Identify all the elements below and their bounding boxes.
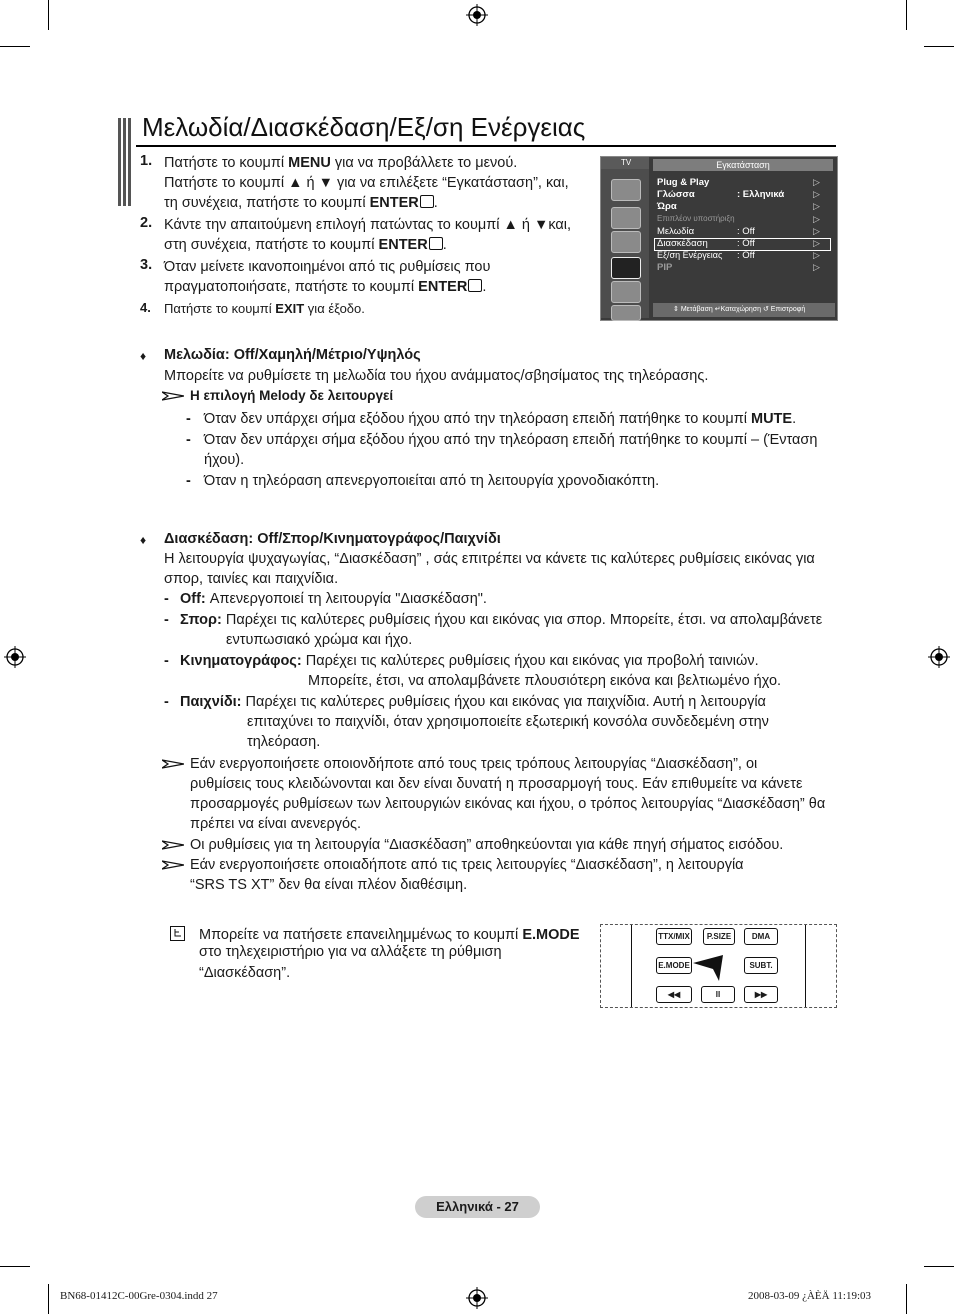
p-size-button: P.SIZE	[703, 928, 735, 945]
right-arrow-icon: ▷	[813, 201, 820, 211]
tv-menu-item: Plug & Play	[657, 177, 710, 188]
right-arrow-icon: ▷	[813, 177, 820, 187]
step-1-line-2: Πατήστε το κουμπί ▲ ή ▼ για να επιλέξετε “Εγκατάσταση”, και,	[164, 175, 569, 191]
pointer-arrow-icon	[693, 953, 729, 983]
registration-mark-icon	[466, 4, 488, 26]
sound-icon	[611, 207, 641, 229]
note-srs-2: “SRS TS XT” δεν θα είναι πλέον διαθέσιμη.	[190, 877, 468, 893]
step-number: 1.	[140, 153, 153, 169]
crop-mark	[906, 0, 907, 30]
crop-mark	[924, 1266, 954, 1267]
right-arrow-icon: ▷	[813, 226, 820, 236]
remote-edge	[805, 925, 806, 1007]
return-icon: ↺	[762, 306, 769, 313]
fast-forward-button: ▶▶	[744, 986, 778, 1003]
enter-icon	[420, 195, 434, 208]
crop-mark	[906, 1284, 907, 1314]
melody-condition-volume: Όταν δεν υπάρχει σήμα εξόδου ήχου από την τηλεόραση επειδή πατήθηκε το κουμπί – (Ένταση	[204, 432, 818, 448]
right-arrow-icon: ▷	[813, 238, 820, 248]
setup-gear-icon	[611, 257, 641, 279]
remote-edge	[631, 925, 632, 1007]
entertainment-desc-2: σπορ, ταινίες και παιχνίδια.	[164, 571, 339, 587]
tv-menu-item: Ώρα	[657, 201, 677, 212]
move-icon: ⇕	[673, 306, 679, 313]
step-1-line-1: Πατήστε το κουμπί MENU για να προβάλλετε το μενού.	[164, 155, 518, 171]
tv-menu-item: Εξ/ση Ενέργειας	[657, 250, 723, 260]
footer-timestamp: 2008-03-09 ¿ÀÈÄ 11:19:03	[748, 1290, 872, 1302]
dash-bullet: -	[164, 653, 169, 669]
note-arrow-icon	[162, 860, 184, 870]
step-number: 3.	[140, 257, 153, 273]
tv-menu-item: Γλώσσα	[657, 189, 695, 200]
crop-mark	[0, 1266, 30, 1267]
crop-mark	[0, 46, 30, 47]
tv-menu-tab: TV	[601, 157, 649, 169]
crop-mark	[48, 0, 49, 30]
tv-menu-item: Επιπλέον υποστήριξη	[657, 214, 735, 223]
step-3-line-2: πραγματοποιήσατε, πατήστε το κουμπί ENTER .	[164, 279, 487, 295]
note-arrow-icon	[162, 840, 184, 850]
registration-mark-icon	[4, 646, 26, 668]
right-arrow-icon: ▷	[813, 250, 820, 260]
note-arrow-icon	[162, 391, 184, 401]
option-cinema: Κινηματογράφος: Παρέχει τις καλύτερες ρυθμίσεις ήχου και εικόνας για προβολή ταινιών.	[180, 653, 759, 669]
tip-line-2: στο τηλεχειριστήριο για να αλλάξετε τη ρύθμιση	[199, 944, 502, 960]
dash-bullet: -	[186, 473, 191, 489]
tip-line-1: Μπορείτε να πατήσετε επανειλημμένως το κουμπί E.MODE	[199, 927, 580, 943]
registration-mark-icon	[928, 646, 950, 668]
note-lock-3: προσαρμογές ρυθμίσεων των λειτουργιών εικόνας και ήχου, ο τρόπος λειτουργίας “Διασκέδαση” θα	[190, 796, 826, 812]
tv-menu-sidebar	[601, 169, 649, 318]
enter-icon: ↵	[714, 306, 721, 313]
step-2-line-1: Κάντε την απαιτούμενη επιλογή πατώντας το κουμπί ▲ ή ▼και,	[164, 217, 572, 233]
note-srs-1: Εάν ενεργοποιήσετε οποιαδήποτε από τις τρεις λειτουργίες “Διασκέδαση”, η λειτουργία	[190, 857, 744, 873]
enter-icon	[429, 237, 443, 250]
tv-menu-value: : Off	[737, 250, 755, 261]
melody-description: Μπορείτε να ρυθμίσετε τη μελωδία του ήχου ανάμματος/σβησίματος της τηλεόρασης.	[164, 368, 709, 384]
tip-memo-icon	[170, 926, 185, 941]
melody-note: Η επιλογή Melody δε λειτουργεί	[190, 388, 394, 403]
step-number: 4.	[140, 300, 151, 315]
dash-bullet: -	[186, 411, 191, 427]
application-icon	[611, 305, 641, 321]
rewind-button: ◀◀	[656, 986, 692, 1003]
channel-icon	[611, 231, 641, 253]
step-number: 2.	[140, 215, 153, 231]
tv-menu-header: Εγκατάσταση	[653, 159, 833, 171]
melody-condition-volume-cont: ήχου).	[204, 452, 245, 468]
step-1-line-3: τη συνέχεια, πατήστε το κουμπί ENTER .	[164, 195, 438, 211]
note-lock-2: ρυθμίσεις τους κλειδώνονται και δεν είναι δυνατή η προσαρμογή τους. Εάν επιθυμείτε να κάνετε	[190, 776, 803, 792]
option-game: Παιχνίδι: Παρέχει τις καλύτερες ρυθμίσεις ήχου και εικόνας για παιχνίδια. Αυτή η λειτουργία	[180, 694, 766, 710]
dma-button: DMA	[744, 928, 778, 945]
remote-illustration	[600, 924, 837, 1008]
step-4-line-1: Πατήστε το κουμπί EXIT για έξοδο.	[164, 301, 365, 316]
input-icon	[611, 281, 641, 303]
step-2-line-2: στη συνέχεια, πατήστε το κουμπί ENTER .	[164, 237, 447, 253]
entertainment-desc-1: Η λειτουργία ψυχαγωγίας, “Διασκέδαση” , σάς επιτρέπει να κάνετε τις καλύτερες ρυθμίσεις εικόνας για	[164, 551, 815, 567]
crop-mark	[924, 46, 954, 47]
tv-menu-item: PIP	[657, 262, 673, 273]
entertainment-heading: Διασκέδαση: Off/Σπορ/Κινηματογράφος/Παιχνίδι	[164, 531, 501, 547]
e-mode-button: E.MODE	[656, 957, 692, 974]
right-arrow-icon: ▷	[813, 262, 820, 272]
option-game-cont-1: επιταχύνει το παιχνίδι, όταν χρησιμοποιείτε εξωτερική κονσόλα συνδεδεμένη στην	[247, 714, 769, 730]
step-3-line-1: Όταν μείνετε ικανοποιημένοι από τις ρυθμίσεις που	[164, 259, 491, 275]
bullet-diamond-icon: ♦	[140, 533, 147, 547]
footer-file-info: BN68-01412C-00Gre-0304.indd 27	[60, 1290, 218, 1302]
title-decoration-bar	[118, 118, 132, 206]
tv-menu-value: : Off	[737, 238, 755, 249]
tv-menu-item-selected: Διασκέδαση	[657, 238, 708, 249]
tv-menu-value: : Off	[737, 226, 755, 237]
right-arrow-icon: ▷	[813, 214, 820, 224]
tip-line-3: “Διασκέδαση”.	[199, 965, 291, 981]
note-lock-4: πρέπει να είναι ανενεργός.	[190, 816, 362, 832]
melody-condition-timer: Όταν η τηλεόραση απενεργοποιείται από τη λειτουργία χρονοδιακόπτη.	[204, 473, 660, 489]
subt-button: SUBT.	[744, 957, 778, 974]
pause-button: II	[701, 986, 735, 1003]
dash-bullet: -	[164, 694, 169, 710]
option-off: Off: Απενεργοποιεί τη λειτουργία "Διασκέδαση".	[180, 591, 487, 607]
registration-mark-icon	[466, 1287, 488, 1309]
page-title: Μελωδία/Διασκέδαση/Εξ/ση Ενέργειας	[142, 112, 586, 142]
picture-icon	[611, 179, 641, 201]
option-cinema-cont: Μπορείτε, έτσι, να απολαμβάνετε πλουσιότερη εικόνα και βελτιωμένο ήχο.	[308, 673, 782, 689]
note-arrow-icon	[162, 759, 184, 769]
tv-menu-footer: ⇕ Μετάβαση ↵Καταχώρηση ↺ Επιστροφή	[653, 303, 835, 317]
tv-menu-screenshot	[600, 156, 838, 321]
enter-icon	[468, 279, 482, 292]
dash-bullet: -	[164, 591, 169, 607]
page-number-label: Ελληνικά - 27	[415, 1196, 540, 1218]
bullet-diamond-icon: ♦	[140, 349, 147, 363]
title-underline	[136, 145, 836, 147]
note-saved: Οι ρυθμίσεις για τη λειτουργία “Διασκέδαση” αποθηκεύονται για κάθε πηγή σήματος εισόδου.	[190, 837, 784, 853]
option-sport-cont: εντυπωσιακό χρώμα και ήχο.	[226, 632, 413, 648]
melody-condition-mute: Όταν δεν υπάρχει σήμα εξόδου ήχου από την τηλεόραση επειδή πατήθηκε το κουμπί MUTE.	[204, 411, 797, 427]
dash-bullet: -	[164, 612, 169, 628]
option-sport: Σπορ: Παρέχει τις καλύτερες ρυθμίσεις ήχου και εικόνας για σπορ. Μπορείτε, έτσι. να απολαμβάνετε	[180, 612, 823, 628]
crop-mark	[48, 1284, 49, 1314]
tv-menu-item: Μελωδία	[657, 226, 695, 237]
note-lock-1: Εάν ενεργοποιήσετε οποιονδήποτε από τους τρεις τρόπους λειτουργίας “Διασκέδαση”, οι	[190, 756, 758, 772]
option-game-cont-2: τηλεόραση.	[247, 734, 321, 750]
tv-menu-value: : Ελληνικά	[737, 189, 785, 200]
ttx-mix-button: TTX/MIX	[656, 928, 692, 945]
dash-bullet: -	[186, 432, 191, 448]
melody-heading: Μελωδία: Off/Χαμηλή/Μέτριο/Υψηλός	[164, 347, 421, 363]
right-arrow-icon: ▷	[813, 189, 820, 199]
